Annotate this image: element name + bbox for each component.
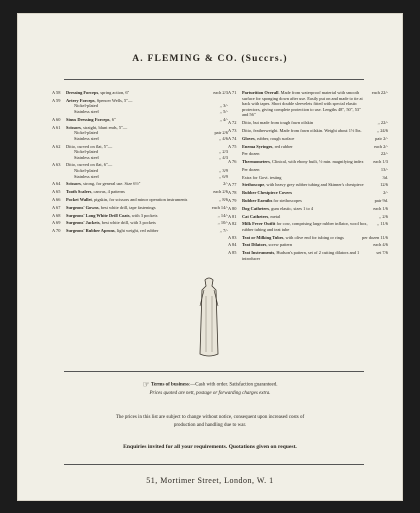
item-price — [383, 175, 389, 181]
item-code: A 68 — [52, 212, 61, 218]
item-price-value: 4/6 — [382, 242, 388, 248]
item-code: A 70 — [52, 228, 61, 234]
item-variant — [74, 136, 228, 142]
item-price-value: 13/- — [380, 166, 388, 172]
item-label: Rubber Chestpiece Covers — [242, 190, 292, 196]
item-price-value: 22/- — [380, 120, 388, 126]
item-text: , Spencer Wells, 5"— — [94, 97, 133, 103]
item-text: for stethoscopes — [272, 197, 302, 203]
item-text: , screw pattern — [266, 242, 293, 248]
item-description — [242, 214, 368, 220]
item-unit: ,, — [217, 220, 220, 226]
top-rule — [64, 79, 364, 80]
item-code: A 82 — [228, 221, 237, 227]
item-label: Scissors — [66, 124, 81, 130]
variant-price — [220, 109, 228, 115]
item-price — [213, 189, 228, 195]
item-unit: each — [371, 90, 380, 95]
item-code: A 72 — [228, 120, 237, 126]
catalogue-item — [228, 90, 388, 118]
item-price — [218, 213, 228, 219]
item-text: , red rubber — [272, 143, 293, 149]
item-description — [242, 128, 368, 134]
item-price-value: 2/6 — [222, 189, 228, 195]
item-code: A 64 — [52, 181, 61, 187]
item-text: . Made from waterproof material with smooth surface for sponging down after use. Easily put on and made to tie at back with tapes. Short double sleevelets fitted with special elastic protectors, giving complete protection to use. Lengths 48", 50", 53" and 56" — [242, 90, 363, 118]
item-description — [242, 90, 368, 118]
item-unit: ,, — [376, 127, 380, 133]
item-description — [66, 205, 208, 211]
variant-text: Nickel-plated — [74, 130, 98, 136]
variant-price-value: 5/- — [223, 108, 228, 114]
item-price — [362, 235, 388, 241]
item-description — [242, 221, 368, 232]
bottom-rule — [64, 464, 364, 465]
item-price-value: 14/- — [220, 204, 228, 210]
catalogue-item — [52, 220, 228, 226]
item-price — [375, 136, 388, 142]
variant-unit: ,, — [219, 168, 222, 174]
pointing-hand-icon: ☞ — [142, 380, 150, 389]
item-unit: each — [373, 205, 382, 211]
catalogue-item — [228, 128, 388, 134]
item-unit: set — [376, 250, 382, 256]
variant-price-value: 4/6 — [222, 135, 228, 141]
item-variant — [74, 155, 228, 161]
item-price-value: 2/3 — [222, 90, 228, 95]
item-text: , rubber, rough surface — [254, 135, 295, 141]
item-description — [242, 120, 368, 126]
item-text: Extra for Govt. testing — [242, 174, 282, 180]
item-text: , metal — [268, 213, 281, 219]
item-price — [376, 250, 388, 256]
terms-heading: Terms of business — [150, 382, 189, 388]
variant-unit: ,, — [219, 103, 222, 109]
item-price — [373, 242, 388, 248]
item-price — [218, 220, 228, 226]
variant-unit: ,, — [219, 173, 222, 179]
catalogue-item — [228, 242, 388, 248]
item-unit: pair — [375, 135, 382, 141]
catalogue-item — [52, 125, 228, 142]
item-unit: each — [373, 159, 382, 165]
item-price-value: 10/- — [220, 220, 228, 226]
item-unit: each — [373, 242, 382, 248]
item-code: A 63 — [52, 162, 61, 168]
item-price-value: 12/6 — [380, 182, 388, 188]
item-text: , canvas, 4 patterns — [91, 189, 125, 195]
item-label: Tooth Scalers — [66, 189, 92, 195]
item-price — [381, 167, 388, 173]
catalogue-item — [52, 181, 228, 187]
item-code: A 84 — [228, 242, 237, 248]
item-text: Per dozen — [242, 166, 260, 172]
item-description — [66, 220, 208, 226]
item-unit: pair — [374, 197, 382, 203]
item-description — [242, 151, 368, 157]
item-price — [220, 117, 228, 123]
item-code: A 73 — [228, 127, 237, 133]
variant-price-value: 2/6 — [222, 130, 228, 136]
item-price — [378, 120, 388, 126]
item-unit: per dozen — [362, 234, 380, 240]
item-text: , spring action, 6" — [98, 90, 130, 95]
item-text: Ditto, curved on flat, 6"— — [66, 162, 113, 168]
catalogue-item — [52, 213, 228, 219]
item-description — [242, 175, 368, 181]
catalogue-item — [52, 117, 228, 123]
apron-illustration — [194, 276, 224, 358]
variant-price-value: 3/- — [223, 103, 228, 109]
item-label: Surgeons' Gowns — [66, 204, 99, 210]
item-label: Gloves — [242, 135, 255, 141]
variant-unit: pair — [214, 130, 222, 136]
item-label: Surgeons' Jackets — [66, 220, 100, 226]
variant-price — [219, 174, 228, 180]
item-unit: each — [211, 204, 220, 210]
item-label: Parturition Overall — [242, 90, 279, 95]
item-label: Sinus Dressing Forceps — [66, 116, 110, 122]
item-code: A 58 — [52, 90, 61, 95]
item-description — [66, 181, 208, 187]
item-price-value: 24/6 — [380, 127, 388, 133]
item-code: A 83 — [228, 234, 237, 240]
item-text: Per dozen — [242, 151, 260, 157]
catalogue-item — [228, 136, 388, 142]
item-code: A 78 — [228, 190, 237, 196]
item-price — [375, 198, 388, 204]
catalogue-item — [52, 205, 228, 211]
item-label: Rubber Earnibs — [242, 197, 273, 203]
item-description — [242, 136, 368, 142]
item-label: Teat or Milking Tubes — [242, 234, 284, 240]
item-price-value: 1/6 — [382, 205, 388, 211]
item-label: Enema Syringes — [242, 143, 273, 149]
item-label: Pocket Wallet — [66, 197, 92, 202]
catalogue-item — [228, 250, 388, 261]
item-code: A 75 — [228, 143, 237, 149]
item-price-value: 11/6 — [380, 234, 388, 240]
item-price-value: 2/- — [383, 135, 388, 141]
item-code: A 60 — [52, 116, 61, 122]
catalogue-item — [228, 120, 388, 126]
catalogue-item — [228, 198, 388, 204]
variant-price — [219, 136, 228, 142]
item-description — [242, 190, 368, 196]
item-price — [213, 90, 228, 96]
item-description — [242, 235, 368, 241]
item-price — [374, 144, 388, 150]
item-label: Dog Catheters — [242, 205, 269, 211]
catalogue-item — [228, 167, 388, 173]
item-price — [219, 197, 228, 203]
item-label: Scissors — [66, 181, 81, 187]
catalogue-page — [18, 14, 402, 500]
catalogue-item — [228, 190, 388, 196]
variant-text: Stainless steel — [74, 135, 99, 141]
catalogue-item — [52, 144, 228, 161]
item-text: , light weight, red rubber — [114, 228, 159, 234]
catalogue-item — [52, 90, 228, 96]
item-price-value: 2/- — [383, 190, 388, 196]
middle-rule — [64, 371, 364, 372]
variant-price-value: 3/9 — [222, 168, 228, 174]
terms-note: Prices quoted are nett, postage or forwarding charges extra. — [149, 391, 271, 396]
item-text: , with 3 pockets — [129, 212, 158, 218]
item-text: , Hudson's pattern, set of 2 cutting dilators and 1 introducer — [242, 250, 360, 261]
item-price-value: 7/6 — [382, 250, 388, 256]
page-title: A. FLEMING & CO. (Succrs.) — [132, 54, 288, 64]
item-description — [242, 250, 368, 261]
variant-text: Stainless steel — [74, 108, 99, 114]
item-price — [383, 190, 388, 196]
item-price-value: 7/- — [223, 228, 228, 234]
catalogue-item — [228, 182, 388, 188]
item-description — [242, 159, 368, 165]
item-text: , Clinical, with ebony built, ½ min. magnifying index — [269, 159, 364, 165]
variant-price-value: 6/9 — [222, 173, 228, 179]
item-price-value: 22/- — [380, 90, 388, 95]
item-variant — [74, 174, 228, 180]
item-description — [242, 242, 368, 248]
variant-text: Stainless steel — [74, 154, 99, 160]
catalogue-item — [228, 144, 388, 150]
catalogue-item — [52, 189, 228, 195]
item-code: A 85 — [228, 250, 237, 256]
item-variant — [74, 109, 228, 115]
item-text: , gum elastic, sizes 1 to 4 — [268, 205, 314, 211]
item-label: Stethoscope — [242, 182, 265, 188]
catalogue-item — [52, 98, 228, 115]
item-code: A 77 — [228, 182, 237, 188]
variant-unit: ,, — [219, 154, 222, 160]
catalogue-item — [228, 206, 388, 212]
item-price-value: 9d. — [382, 197, 388, 203]
item-price-value: 8/6 — [222, 197, 228, 202]
item-price — [373, 206, 388, 212]
item-text: Ditto, featherweight. Made from fawn oilskin. Weight about 1½ lbs. — [242, 127, 362, 133]
price-change-notice: The prices in this list are subject to change without notice, consequent upon increased costs of production and handling due to war. — [115, 415, 305, 428]
item-label: Surgeons' Rubber Aprons — [66, 228, 115, 234]
item-code: A 80 — [228, 205, 237, 211]
terms-of-business — [18, 380, 402, 396]
item-description — [242, 198, 368, 204]
item-price-value: 4/- — [223, 116, 228, 122]
catalogue-item — [52, 197, 228, 203]
item-unit: each — [213, 90, 222, 95]
item-text: , pigskin, for scissors and minor operation instruments — [91, 197, 188, 202]
variant-text: Nickel-plated — [74, 103, 98, 109]
address: 51, Mortimer Street, London, W. 1 — [146, 476, 274, 485]
item-price — [377, 221, 388, 227]
variant-price-value: 2/3 — [222, 149, 228, 155]
item-text: Ditto, but made from tough fawn oilskin — [242, 120, 314, 126]
item-description — [242, 167, 368, 173]
enquiry-line: Enquiries invited for all your requirements. Quotations given on request. — [123, 444, 297, 450]
catalogue-item — [228, 175, 388, 181]
item-price-value: 22/- — [380, 151, 388, 157]
catalogue-item — [228, 151, 388, 157]
item-label: Dressing Forceps — [66, 90, 99, 95]
item-description — [242, 182, 368, 188]
item-label: Teat Instruments — [242, 250, 275, 256]
item-code: A 65 — [52, 189, 61, 195]
item-unit: ,, — [219, 197, 222, 202]
item-label: Cat Catheters — [242, 213, 269, 219]
item-price-value: 3d. — [382, 174, 388, 180]
item-label: Thermometers — [242, 159, 270, 165]
catalogue-item — [228, 221, 388, 232]
catalogue-item — [228, 214, 388, 220]
item-unit: ,, — [377, 120, 380, 126]
item-price-value: 1/3 — [382, 159, 388, 165]
item-price-value: 2/- — [383, 143, 388, 149]
variant-price-value: 4/3 — [222, 154, 228, 160]
item-code: A 66 — [52, 197, 61, 202]
item-description — [66, 228, 208, 234]
item-code: A 76 — [228, 159, 237, 165]
item-price — [377, 128, 388, 134]
item-text: , with heavy grey rubber tubing and Skinner's chestpiece — [264, 182, 364, 188]
item-text: , best white drill, tape fastenings — [98, 204, 156, 210]
item-text: , 6" — [109, 116, 116, 122]
variant-text: Stainless steel — [74, 173, 99, 179]
item-code: A 81 — [228, 213, 237, 219]
item-price — [220, 228, 228, 234]
item-text: , with olive end for tubing or rings — [283, 234, 344, 240]
variant-unit: ,, — [219, 108, 222, 114]
item-text: Ditto, curved on flat, 5"— — [66, 143, 113, 149]
item-text: , straight, blunt ends, 5"— — [80, 124, 128, 130]
item-description — [242, 206, 368, 212]
item-price-value: 2/- — [223, 181, 228, 187]
item-description — [66, 90, 208, 96]
item-text: , best white drill, with 3 pockets — [99, 220, 156, 226]
item-description — [66, 197, 208, 203]
terms-text: :—Cash with order. Satisfaction guaranteed. — [188, 382, 278, 388]
item-unit: ,, — [377, 221, 380, 227]
item-label: Surgeons' Long White Drill Coats — [66, 212, 130, 218]
item-description — [66, 189, 208, 195]
item-price-value: 2/6 — [382, 213, 388, 219]
left-column — [52, 90, 228, 236]
catalogue-item — [52, 162, 228, 179]
item-text: , strong, for general use. Size 6½" — [80, 181, 141, 187]
item-unit: each — [213, 189, 222, 195]
item-code: A 71 — [228, 90, 237, 95]
variant-text: Nickel-plated — [74, 149, 98, 155]
item-price-value: 14/- — [220, 212, 228, 218]
item-price-value: 11/6 — [380, 221, 388, 227]
item-unit: ,, — [219, 228, 222, 234]
item-text: for cow, comprising large rubber inflator, wool box, rubber tubing and teat tube — [242, 221, 368, 232]
item-price — [212, 205, 228, 211]
variant-unit: ,, — [219, 149, 222, 155]
item-code: A 79 — [228, 197, 237, 203]
item-description — [66, 213, 208, 219]
item-description — [242, 144, 368, 150]
item-label: Teat Dilators — [242, 242, 267, 248]
right-column — [228, 90, 388, 264]
catalogue-item — [228, 235, 388, 241]
item-price — [379, 214, 388, 220]
item-label: Artery Forceps — [66, 97, 95, 103]
item-price — [380, 182, 388, 188]
item-code: A 67 — [52, 204, 61, 210]
item-label: Milk Fever Outfit — [242, 221, 276, 227]
item-code: A 74 — [228, 135, 237, 141]
item-unit: ,, — [217, 212, 220, 218]
item-unit: ,, — [379, 213, 382, 219]
item-price — [381, 151, 388, 157]
item-price — [372, 90, 388, 96]
variant-text: Nickel-plated — [74, 168, 98, 174]
item-code: A 59 — [52, 97, 61, 103]
item-unit: ,, — [219, 116, 222, 122]
variant-price — [219, 155, 228, 161]
item-unit: each — [373, 143, 382, 149]
catalogue-item — [52, 228, 228, 234]
item-description — [66, 117, 208, 123]
item-code: A 62 — [52, 143, 61, 149]
item-code: A 61 — [52, 124, 61, 130]
item-code: A 69 — [52, 220, 61, 226]
item-price — [373, 159, 388, 165]
catalogue-item — [228, 159, 388, 165]
variant-unit: ,, — [219, 135, 222, 141]
